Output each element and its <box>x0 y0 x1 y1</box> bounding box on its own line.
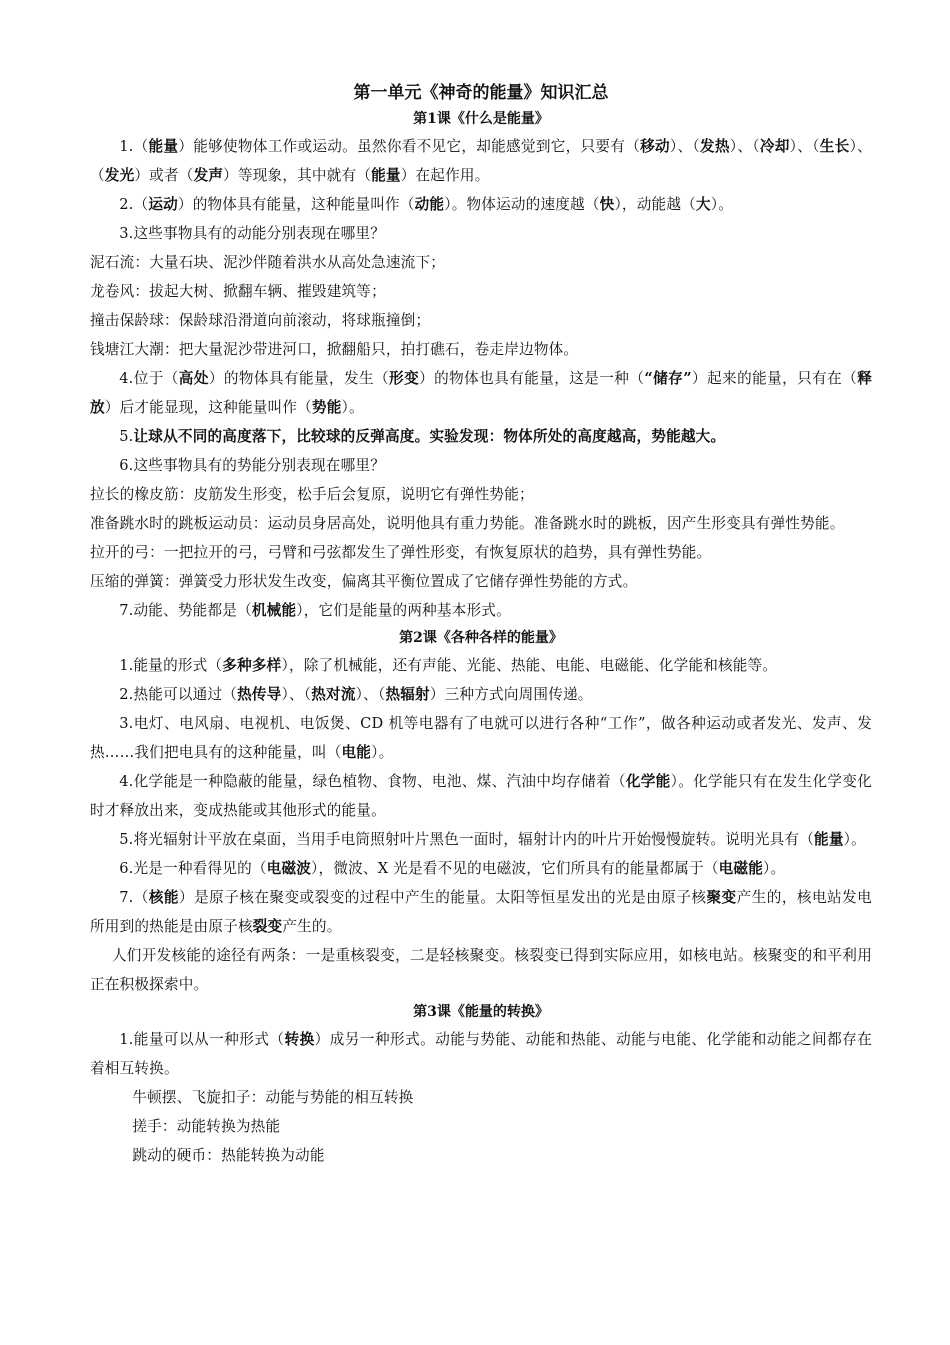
paragraph: 6.光是一种看得见的（电磁波），微波、X 光是看不见的电磁波，它们所具有的能量都属于（电磁能）。 <box>119 860 786 877</box>
paragraph: 5.让球从不同的高度落下，比较球的反弹高度。实验发现：物体所处的高度越高，势能越大。 <box>119 428 726 445</box>
highlight-term: 动能 <box>414 196 445 213</box>
paragraph: 7.动能、势能都是（机械能），它们是能量的两种基本形式。 <box>119 602 511 619</box>
paragraph: 2.（运动）的物体具有能量，这种能量叫作（动能）。物体运动的速度越（快），动能越（大）。 <box>119 196 733 213</box>
highlight-term: 电磁能 <box>718 860 763 877</box>
highlight-term: 形变 <box>389 370 420 387</box>
paragraph: 牛顿摆、飞旋扣子：动能与势能的相互转换 <box>132 1089 414 1106</box>
highlight-term: 聚变 <box>706 889 737 906</box>
lesson-heading: 第3课《能量的转换》 <box>413 1004 549 1020</box>
paragraph: 1.能量的形式（多种多样），除了机械能，还有声能、光能、热能、电能、电磁能、化学能和核能等。 <box>119 657 778 674</box>
paragraph: 钱塘江大潮：把大量泥沙带进河口，掀翻船只，拍打礁石，卷走岸边物体。 <box>90 341 579 358</box>
highlight-term: 电磁波 <box>266 860 312 877</box>
highlight-term: 让球从不同的高度落下，比较球的反弹高度。实验发现：物体所处的高度越高，势能越大。 <box>133 428 726 445</box>
highlight-term: 生长 <box>819 138 850 155</box>
highlight-term: 运动 <box>148 196 178 213</box>
highlight-term: 多种多样 <box>222 657 282 674</box>
document-content <box>90 106 872 1170</box>
highlight-term: 能量 <box>371 167 401 184</box>
paragraph: 5.将光辐射计平放在桌面，当用手电筒照射叶片黑色一面时，辐射计内的叶片开始慢慢旋转。说明光具有（能量）。 <box>119 831 866 848</box>
highlight-term: 转换 <box>284 1031 315 1048</box>
highlight-term: 能量 <box>148 138 179 155</box>
highlight-term: 核能 <box>148 889 179 906</box>
paragraph: 6.这些事物具有的势能分别表现在哪里？ <box>119 457 386 474</box>
highlight-term: 发光 <box>104 167 135 184</box>
paragraph: 3.电灯、电风扇、电视机、电饭煲、CD 机等电器有了电就可以进行各种“工作”，做各种运动或者发光、发声、发热……我们把电具有的这种能量，叫（电能）。 <box>90 715 872 761</box>
document-title: 第一单元《神奇的能量》知识汇总 <box>353 83 609 103</box>
paragraph: 2.热能可以通过（热传导）、（热对流）、（热辐射）三种方式向周围传递。 <box>119 686 593 703</box>
highlight-term: 热辐射 <box>385 686 430 703</box>
highlight-term: 能量 <box>814 831 844 848</box>
highlight-term: 电能 <box>341 744 372 761</box>
highlight-term: 化学能 <box>625 773 671 790</box>
highlight-term: 释放 <box>90 370 872 416</box>
highlight-term: 发声 <box>193 167 224 184</box>
highlight-term: 快 <box>599 196 615 213</box>
paragraph: 1.（能量）能够使物体工作或运动。虽然你看不见它，却能感觉到它，只要有（移动）、（发热）、（冷却）、（生长）、（发光）或者（发声）等现象，其中就有（能量）在起作用。 <box>90 138 872 184</box>
highlight-term: 裂变 <box>252 918 283 935</box>
document-page <box>90 80 872 1170</box>
highlight-term: 冷却 <box>759 138 790 155</box>
paragraph: 人们开发核能的途径有两条：一是重核裂变，二是轻核聚变。核裂变已得到实际应用，如核电站。核聚变的和平利用正在积极探索中。 <box>90 947 872 993</box>
highlight-term: 热传导 <box>237 686 282 703</box>
highlight-term: 高处 <box>178 370 209 387</box>
highlight-term: 大 <box>695 196 711 213</box>
highlight-term: 发热 <box>699 138 730 155</box>
highlight-term: 势能 <box>311 399 342 416</box>
paragraph: 龙卷风：拔起大树、掀翻车辆、摧毁建筑等； <box>90 283 386 300</box>
paragraph: 泥石流：大量石块、泥沙伴随着洪水从高处急速流下； <box>90 254 446 271</box>
lesson-heading: 第1课《什么是能量》 <box>413 111 549 127</box>
paragraph: 跳动的硬币：热能转换为动能 <box>132 1147 325 1164</box>
paragraph: 搓手：动能转换为热能 <box>132 1118 281 1135</box>
paragraph: 1.能量可以从一种形式（转换）成另一种形式。动能与势能、动能和热能、动能与电能、化学能和动能之间都存在着相互转换。 <box>90 1031 873 1077</box>
highlight-term: 机械能 <box>251 602 297 619</box>
paragraph: 3.这些事物具有的动能分别表现在哪里？ <box>119 225 386 242</box>
paragraph: 撞击保龄球：保龄球沿滑道向前滚动，将球瓶撞倒； <box>90 312 431 329</box>
paragraph: 拉长的橡皮筋：皮筋发生形变，松手后会复原，说明它有弹性势能； <box>90 486 534 503</box>
paragraph: 7.（核能）是原子核在聚变或裂变的过程中产生的能量。太阳等恒星发出的光是由原子核聚变产生的，核电站发电所用到的热能是由原子核裂变产生的。 <box>90 889 872 935</box>
paragraph: 压缩的弹簧：弹簧受力形状发生改变，偏离其平衡位置成了它储存弹性势能的方式。 <box>90 573 638 590</box>
paragraph: 准备跳水时的跳板运动员：运动员身居高处，说明他具有重力势能。准备跳水时的跳板，因产生形变具有弹性势能。 <box>90 515 845 532</box>
paragraph: 4.化学能是一种隐蔽的能量，绿色植物、食物、电池、煤、汽油中均存储着（化学能）。化学能只有在发生化学变化时才释放出来，变成热能或其他形式的能量。 <box>90 773 872 819</box>
paragraph: 4.位于（高处）的物体具有能量，发生（形变）的物体也具有能量，这是一种（“储存”）起来的能量，只有在（释放）后才能显现，这种能量叫作（势能）。 <box>90 370 872 416</box>
paragraph: 拉开的弓：一把拉开的弓，弓臂和弓弦都发生了弹性形变，有恢复原状的趋势，具有弹性势能。 <box>90 544 712 561</box>
highlight-term: 移动 <box>640 138 670 155</box>
highlight-term: “储存” <box>644 370 692 387</box>
highlight-term: 热对流 <box>311 686 356 703</box>
lesson-heading: 第2课《各种各样的能量》 <box>399 630 563 646</box>
